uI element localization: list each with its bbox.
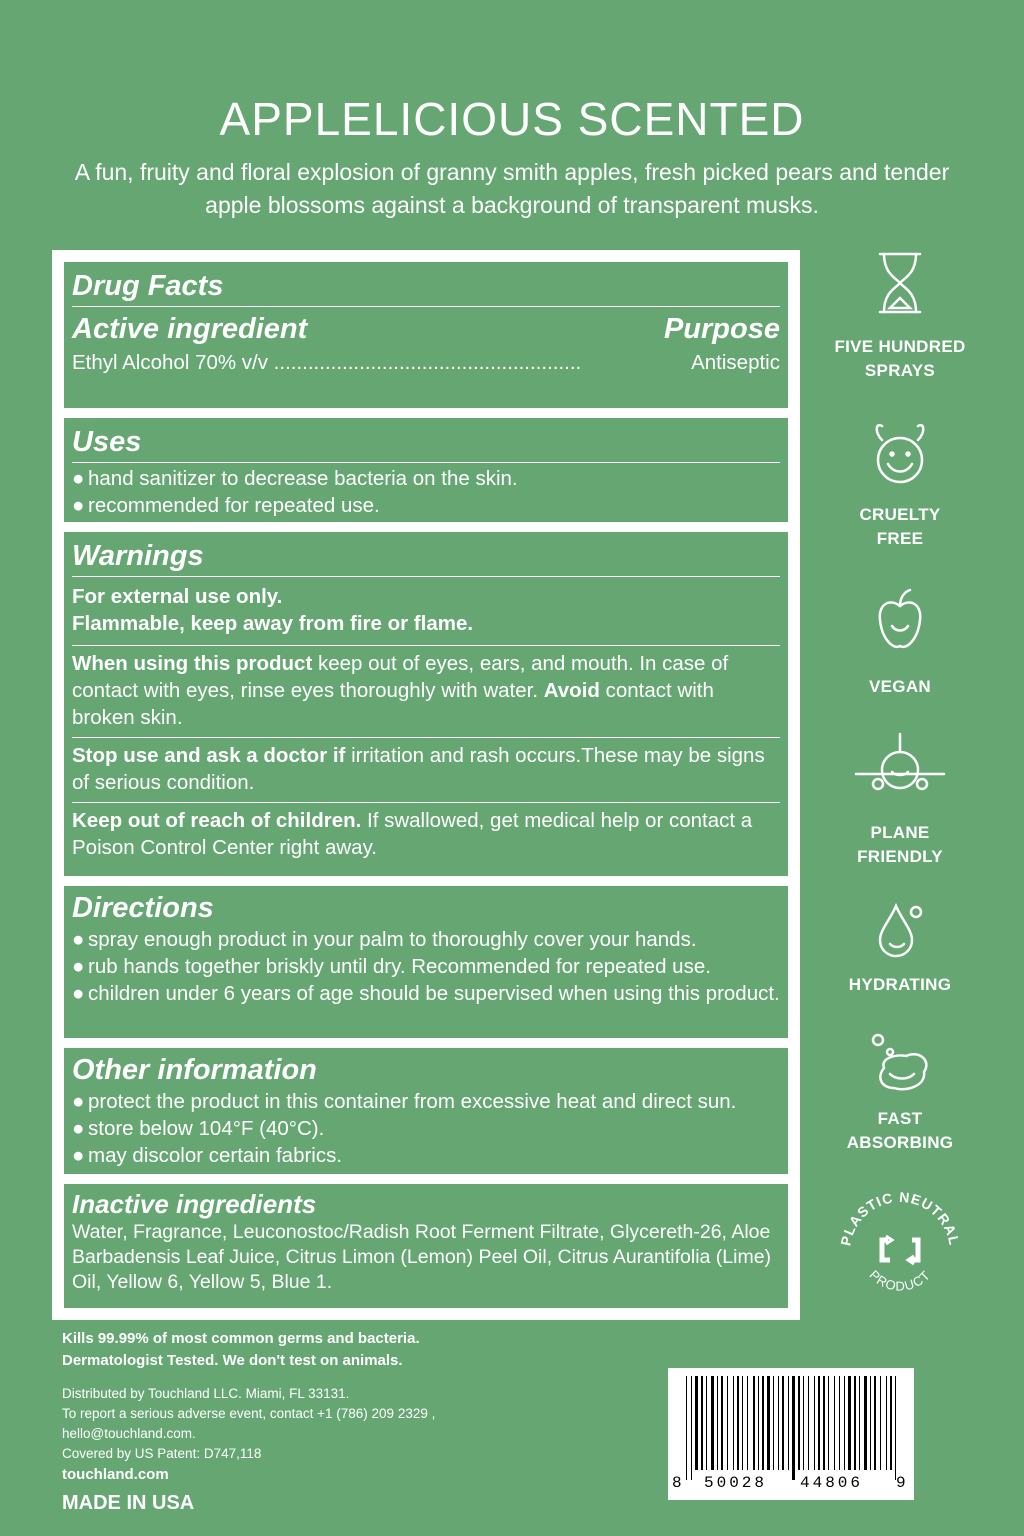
barcode-bar: [767, 1376, 770, 1470]
badge-label: PLANE: [870, 823, 930, 842]
barcode-bar: [844, 1376, 845, 1470]
distributor-info: [62, 1384, 435, 1486]
barcode-bar: [717, 1376, 718, 1470]
scent-description: A fun, fruity and floral explosion of granny smith apples, fresh picked pears and tender apple blossoms against a background of transparent musks.: [74, 159, 950, 218]
inactive-ingredients-text: Water, Fragrance, Leuconostoc/Radish Root Ferment Filtrate, Glycereth-26, Aloe Barbadensis Leaf Juice, Citrus Limon (Lemon) Peel Oil, Citrus Aurantifolia (Lime) Oil, Yellow 6, Yellow 5, Blue 1.: [72, 1221, 772, 1293]
list-item: ● recommended for repeated use.: [72, 494, 380, 517]
barcode-bar: [890, 1376, 892, 1470]
list-item: ● spray enough product in your palm to thoroughly cover your hands.: [72, 928, 697, 951]
barcode-bar: [773, 1376, 774, 1470]
barcode-bar: [870, 1376, 871, 1470]
stop-use-warning: Stop use and ask a doctor if irritation and rash occurs.These may be signs of serious condition.: [72, 744, 765, 794]
badge-label: SPRAYS: [864, 361, 936, 380]
badge-label: CRUELTY: [859, 505, 941, 524]
list-item: ● children under 6 years of age should be supervised when using this product.: [72, 982, 780, 1005]
directions-heading: Directions: [72, 892, 214, 924]
email-line: hello@touchland.com.: [62, 1426, 196, 1441]
barcode-bar: [762, 1376, 764, 1470]
barcode-bar: [798, 1376, 800, 1470]
barcode-bar: [742, 1376, 743, 1470]
barcode-bar: [733, 1376, 734, 1470]
bunny-icon: [820, 418, 980, 488]
list-item: ● may discolor certain fabrics.: [72, 1144, 343, 1167]
badge-label: FAST: [877, 1109, 923, 1128]
active-ingredient-line: Ethyl Alcohol 70% v/v ......................................................: [72, 351, 582, 374]
uses-section: [64, 418, 788, 522]
when-using-warning: When using this product keep out of eyes, ears, and mouth. In case of contact with eyes, rinse eyes thoroughly with water. Avoid contact with broken skin.: [72, 652, 729, 729]
barcode-bar: [686, 1376, 687, 1480]
barcode-bar: [848, 1376, 851, 1470]
barcode: 8 50028 44806 9: [668, 1368, 914, 1500]
barcode-bar: [895, 1376, 896, 1480]
badge-fast-absorbing: [820, 1030, 980, 1155]
badge-label: FIVE HUNDRED: [834, 337, 966, 356]
barcode-bar: [691, 1376, 692, 1480]
barcode-bar: [818, 1376, 820, 1470]
product-text: PRODUCT: [866, 1267, 934, 1294]
badge-label: ABSORBING: [846, 1133, 954, 1152]
badge-hydrating: [820, 900, 980, 997]
barcode-bar: [778, 1376, 779, 1470]
list-item: ● store below 104°F (40°C).: [72, 1117, 325, 1140]
badge-vegan: [820, 586, 980, 699]
drug-facts-heading: Drug Facts: [72, 270, 224, 302]
badge-label: HYDRATING: [848, 975, 952, 994]
barcode-bar: [808, 1376, 809, 1470]
svg-text:PRODUCT: [866, 1267, 933, 1293]
barcode-bar: [828, 1376, 829, 1470]
germs-claim: Kills 99.99% of most common germs and bacteria.: [62, 1330, 420, 1347]
barcode-bar: [727, 1376, 728, 1470]
barcode-bar: [880, 1376, 881, 1470]
purpose-value: Antiseptic: [691, 351, 780, 374]
external-use-warning: For external use only.: [72, 585, 283, 608]
barcode-bar: [706, 1376, 707, 1470]
claims: [62, 1328, 420, 1372]
badge-plane-friendly: [820, 730, 980, 869]
warnings-section: [64, 532, 788, 876]
plastic-neutral-text: PLASTIC NEUTRAL: [837, 1190, 963, 1248]
barcode-bar: [864, 1376, 867, 1470]
plane-icon: [820, 730, 980, 800]
list-item: ● rub hands together briskly until dry. Recommended for repeated use.: [72, 955, 711, 978]
droplet-icon: [820, 900, 980, 960]
barcode-bar: [747, 1376, 748, 1470]
list-item: ● hand sanitizer to decrease bacteria on the skin.: [72, 467, 518, 490]
flammable-warning: Flammable, keep away from fire or flame.: [72, 612, 474, 635]
barcode-bar: [721, 1376, 723, 1470]
barcode-bar: [814, 1376, 815, 1470]
badge-label: FREE: [876, 529, 924, 548]
barcode-bar: [711, 1376, 714, 1470]
barcode-bar: [859, 1376, 860, 1470]
badge-five-hundred-sprays: [820, 250, 980, 383]
barcode-bar: [737, 1376, 739, 1470]
barcode-bar: [753, 1376, 755, 1470]
barcode-bar: [834, 1376, 835, 1470]
barcode-bar: [788, 1376, 789, 1470]
other-info-section: [64, 1048, 788, 1174]
children-warning: Keep out of reach of children. If swallowed, get medical help or contact a Poison Control Center right away.: [72, 809, 753, 859]
made-in-usa: MADE IN USA: [62, 1492, 195, 1514]
dermatologist-claim: Dermatologist Tested. We don't test on animals.: [62, 1352, 403, 1369]
inactive-ingredients-heading: Inactive ingredients: [72, 1189, 317, 1219]
hourglass-icon: [820, 250, 980, 320]
svg-text:PLASTIC NEUTRAL: [837, 1190, 962, 1247]
list-item: ● protect the product in this container from excessive heat and direct sun.: [72, 1090, 737, 1113]
barcode-bar: [803, 1376, 804, 1470]
adverse-event-line: To report a serious adverse event, contact +1 (786) 209 2329 ,: [62, 1406, 436, 1421]
other-info-heading: Other information: [72, 1054, 317, 1086]
barcode-bar: [886, 1376, 887, 1470]
drug-facts-section: [64, 262, 788, 408]
active-ingredient-heading: Active ingredient: [72, 313, 308, 345]
barcode-bar: [701, 1376, 703, 1470]
website-link[interactable]: touchland.com: [62, 1466, 169, 1483]
barcode-bar: [854, 1376, 856, 1470]
patent-line: Covered by US Patent: D747,118: [62, 1446, 262, 1461]
badge-cruelty-free: [820, 418, 980, 551]
uses-heading: Uses: [72, 426, 142, 458]
barcode-bar: [823, 1376, 825, 1470]
barcode-bar: [758, 1376, 759, 1470]
inactive-ingredients-section: [64, 1184, 788, 1308]
apple-icon: [820, 586, 980, 656]
warnings-heading: Warnings: [72, 540, 204, 572]
plastic-neutral-badge: [820, 1190, 980, 1310]
barcode-bar: [792, 1376, 795, 1480]
purpose-heading: Purpose: [663, 313, 780, 345]
barcode-bar: [839, 1376, 840, 1470]
distributor-line: Distributed by Touchland LLC. Miami, FL 33131.: [62, 1386, 350, 1401]
soap-icon: [820, 1030, 980, 1096]
plastic-neutral-icon: [820, 1190, 980, 1310]
directions-section: [64, 886, 788, 1038]
product-title: APPLELICIOUS SCENTED: [219, 93, 805, 145]
barcode-bar: [874, 1376, 876, 1470]
badge-label: VEGAN: [869, 677, 931, 696]
badge-label: FRIENDLY: [857, 847, 943, 866]
barcode-bar: [782, 1376, 784, 1470]
barcode-bar: [695, 1376, 698, 1470]
